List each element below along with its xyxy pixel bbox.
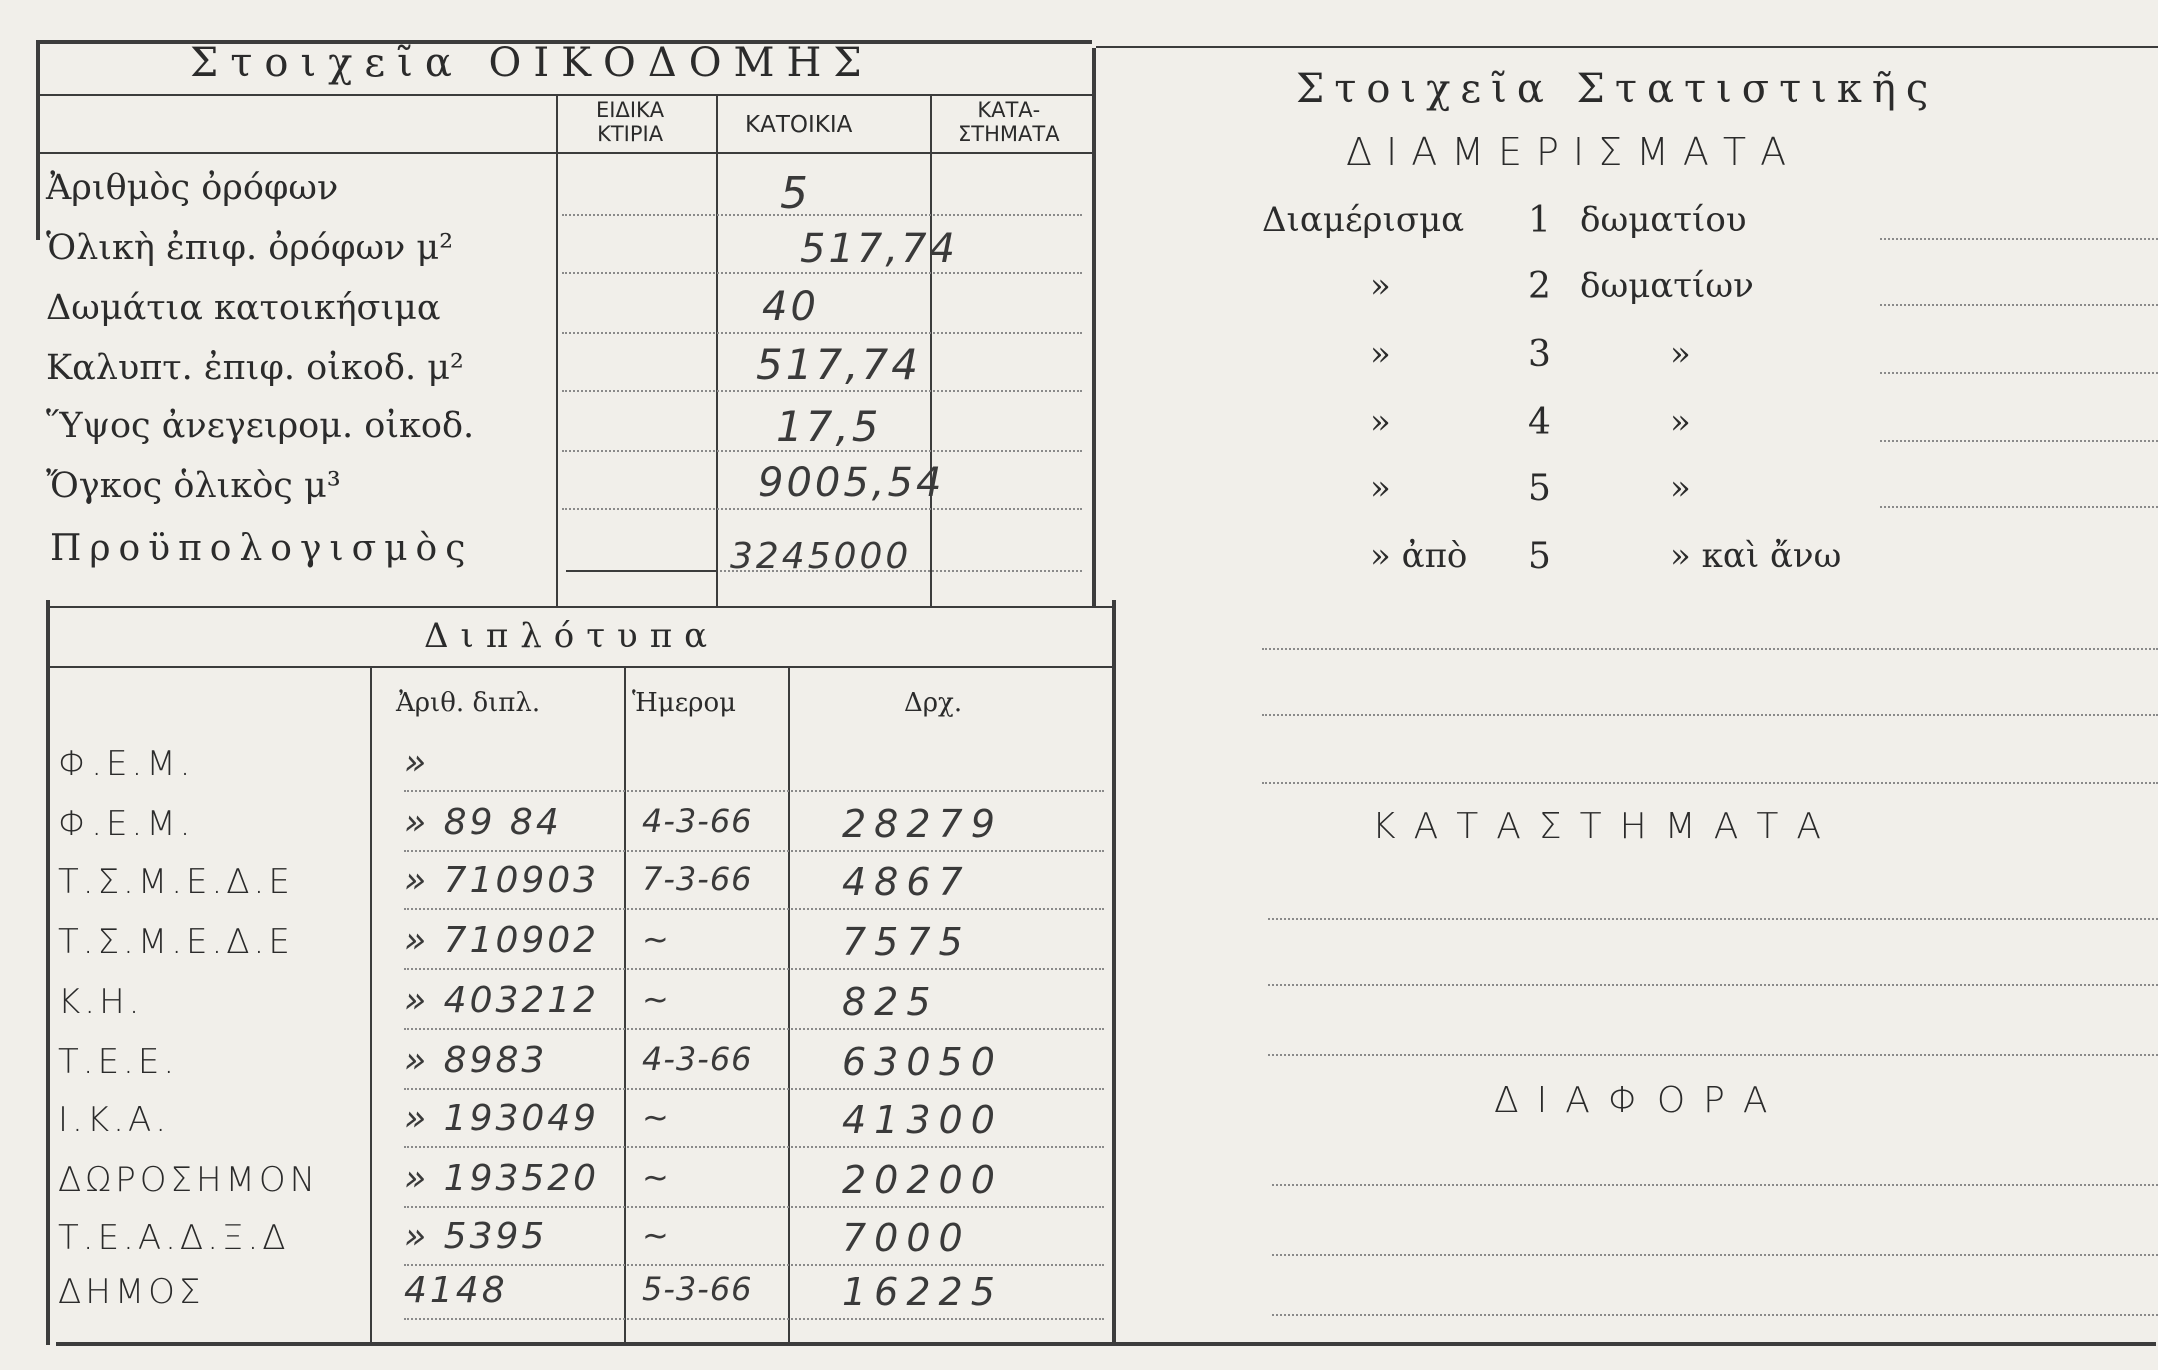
- dup-row-label: ΔΩΡΟΣΗΜΟΝ: [58, 1160, 320, 1200]
- dup-row-amount: 7575: [842, 920, 971, 964]
- dup-row-number: » 403212: [404, 980, 600, 1021]
- shops-title: ΚΑΤΑΣΤΗΜΑΤΑ: [1372, 806, 1839, 847]
- dup-row-date: 4-3-66: [642, 1040, 753, 1078]
- row-label-total-area: Ὁλικὴ ἐπιφ. ὀρόφων μ²: [46, 228, 454, 268]
- dup-row-label: Φ.Ε.Μ.: [58, 744, 195, 784]
- dup-header-number: Ἀριθ. διπλ.: [396, 688, 541, 718]
- apartment-row-prefix: »: [1370, 468, 1391, 508]
- dup-row-amount: 41300: [842, 1098, 1003, 1142]
- dup-row-label: Τ.Σ.Μ.Ε.Δ.Ε: [58, 862, 294, 902]
- right-dotline-2: [1262, 714, 2158, 716]
- dup-row-label: Τ.Σ.Μ.Ε.Δ.Ε: [58, 922, 294, 962]
- right-dotline-4: [1268, 918, 2158, 920]
- dup-row-number: » 89 84: [404, 802, 562, 843]
- row-label-height: Ὕψος ἀνεγειρομ. οἰκοδ.: [46, 406, 475, 446]
- row-value-budget: 3245000: [730, 536, 912, 577]
- dup-row-date: ~: [642, 1098, 670, 1136]
- duplicates-title-underline: [50, 666, 1112, 668]
- apartment-row-prefix: Διαμέρισμα: [1262, 200, 1465, 240]
- right-dotline-7: [1272, 1184, 2158, 1186]
- dup-row-amount: 28279: [842, 802, 1003, 846]
- header-underline: [40, 152, 1092, 154]
- statistics-title: Στοιχεῖα Στατιστικῆς: [1296, 66, 1939, 112]
- frame-divider-lower: [1112, 600, 1116, 1342]
- apartment-row-dotline: [1880, 238, 2158, 240]
- header-shops-line1: ΚΑΤΑ-: [977, 98, 1041, 122]
- row-value-total-area: 517,74: [800, 226, 958, 272]
- misc-title: ΔΙΑΦΟΡΑ: [1494, 1080, 1786, 1121]
- dotline-3: [562, 332, 1082, 334]
- apartment-row-count: 2: [1528, 266, 1551, 307]
- dup-row-number: » 5395: [404, 1216, 548, 1257]
- right-dotline-9: [1272, 1314, 2158, 1316]
- apartment-row-count: 4: [1528, 402, 1551, 443]
- frame-left-lower: [46, 600, 50, 1345]
- title-underline: [40, 94, 1092, 96]
- apartment-row-count: 1: [1528, 200, 1551, 241]
- frame-left-upper: [36, 40, 40, 240]
- header-residences: ΚΑΤΟΙΚΙΑ: [745, 112, 853, 138]
- row-label-covered-area: Καλυπτ. ἐπιφ. οἰκοδ. μ²: [46, 348, 464, 388]
- header-special-buildings-line1: ΕΙΔΙΚΑ: [596, 98, 665, 122]
- row-value-rooms: 40: [762, 284, 819, 330]
- row-value-covered-area: 517,74: [756, 340, 921, 389]
- right-dotline-3: [1262, 782, 2158, 784]
- dup-row-date: 4-3-66: [642, 802, 753, 840]
- dup-row-dotline: [404, 968, 1104, 970]
- duplicates-top-rule: [46, 606, 1112, 608]
- dup-row-date: ~: [642, 1216, 670, 1254]
- apartment-row-suffix: δωματίων: [1580, 266, 1754, 306]
- dup-row-date: 7-3-66: [642, 860, 753, 898]
- apartment-row-suffix: »: [1670, 402, 1691, 442]
- dup-row-amount: 825: [842, 980, 939, 1024]
- dup-row-date: 5-3-66: [642, 1270, 753, 1308]
- dup-row-number: » 193049: [404, 1098, 600, 1139]
- dup-row-date: ~: [642, 1158, 670, 1196]
- frame-bottom: [56, 1342, 2156, 1346]
- dup-row-number: 4148: [404, 1270, 508, 1311]
- dup-row-dotline: [404, 1206, 1104, 1208]
- dup-row-amount: 4867: [842, 860, 971, 904]
- dup-row-date: ~: [642, 980, 670, 1018]
- apartment-row-count: 5: [1528, 536, 1551, 577]
- apartment-row-prefix: »: [1370, 266, 1391, 306]
- frame-divider-upper: [1092, 48, 1096, 608]
- dup-row-number: » 710902: [404, 920, 600, 961]
- dup-row-number: »: [404, 742, 430, 783]
- dup-row-label: Φ.Ε.Μ.: [58, 804, 195, 844]
- dup-row-dotline: [404, 1146, 1104, 1148]
- dotline-7: [720, 570, 1082, 572]
- right-dotline-5: [1268, 984, 2158, 986]
- dup-row-amount: 16225: [842, 1270, 1003, 1314]
- dup-header-date: Ἡμερομ: [632, 688, 736, 718]
- dup-row-dotline: [404, 850, 1104, 852]
- header-shops-line2: ΣΤΗΜΑΤΑ: [958, 122, 1060, 146]
- dotline-2: [562, 272, 1082, 274]
- dotline-1: [562, 214, 1082, 216]
- dup-row-dotline: [404, 1264, 1104, 1266]
- dup-row-label: Τ.Ε.Ε.: [58, 1042, 179, 1082]
- right-dotline-1: [1262, 648, 2158, 650]
- dup-row-dotline: [404, 1028, 1104, 1030]
- apartment-row-prefix: »: [1370, 334, 1391, 374]
- right-dotline-6: [1268, 1054, 2158, 1056]
- dup-row-date: ~: [642, 920, 670, 958]
- apartment-row-prefix: »: [1370, 402, 1391, 442]
- dup-row-label: Ι.Κ.Α.: [58, 1100, 171, 1140]
- apartment-row-suffix: »: [1670, 334, 1691, 374]
- duplicates-title: Διπλότυπα: [424, 616, 720, 656]
- dup-row-number: » 8983: [404, 1040, 548, 1081]
- apartment-row-dotline: [1880, 440, 2158, 442]
- apartment-row-dotline: [1880, 372, 2158, 374]
- dotline-5: [562, 450, 1082, 452]
- apartments-title: ΔΙΑΜΕΡΙΣΜΑΤΑ: [1346, 130, 1801, 174]
- dup-row-amount: 7000: [842, 1216, 971, 1260]
- dotline-6: [562, 508, 1082, 510]
- row-label-volume: Ὄγκος ὁλικὸς μ³: [46, 466, 341, 506]
- header-special-buildings: [596, 98, 664, 146]
- dup-row-amount: 20200: [842, 1158, 1003, 1202]
- row-label-floors: Ἀριθμὸς ὀρόφων: [46, 168, 339, 208]
- apartment-row-suffix: »: [1670, 468, 1691, 508]
- apartment-row-count: 3: [1528, 334, 1551, 375]
- dup-row-label: Κ.Η.: [58, 982, 144, 1022]
- header-special-buildings-line2: ΚΤΙΡΙΑ: [597, 122, 664, 146]
- dup-row-label: ΔΗΜΟΣ: [58, 1272, 205, 1312]
- dup-row-dotline: [404, 1318, 1104, 1320]
- dup-col-divider-2: [624, 668, 626, 1342]
- dup-row-dotline: [404, 790, 1104, 792]
- col-divider-2: [716, 96, 718, 606]
- apartment-row-prefix: » ἀπὸ: [1370, 536, 1468, 576]
- apartment-row-suffix: » καὶ ἄνω: [1670, 536, 1842, 576]
- dup-row-label: Τ.Ε.Α.Δ.Ξ.Δ: [58, 1218, 290, 1258]
- dup-row-dotline: [404, 1088, 1104, 1090]
- right-dotline-8: [1272, 1254, 2158, 1256]
- dup-row-number: » 193520: [404, 1158, 600, 1199]
- apartment-row-count: 5: [1528, 468, 1551, 509]
- row-value-height: 17,5: [776, 402, 882, 451]
- apartment-row-suffix: δωματίου: [1580, 200, 1747, 240]
- building-data-title: Στοιχεῖα ΟΙΚΟΔΟΜΗΣ: [190, 40, 874, 86]
- dup-col-divider-3: [788, 668, 790, 1342]
- row-value-floors: 5: [780, 168, 811, 219]
- dup-row-number: » 710903: [404, 860, 600, 901]
- row-label-budget: Προϋπολογισμὸς: [50, 528, 474, 569]
- row-label-rooms: Δωμάτια κατοικήσιμα: [46, 288, 441, 328]
- dup-header-amount: Δρχ.: [904, 688, 963, 718]
- apartment-row-dotline: [1880, 506, 2158, 508]
- frame-top-right: [1096, 46, 2158, 48]
- dup-col-divider-1: [370, 668, 372, 1342]
- dup-row-amount: 63050: [842, 1040, 1003, 1084]
- budget-underline: [566, 570, 716, 572]
- col-divider-1: [556, 96, 558, 606]
- header-shops: [958, 98, 1060, 146]
- dup-row-dotline: [404, 908, 1104, 910]
- col-divider-3: [930, 96, 932, 606]
- apartment-row-dotline: [1880, 304, 2158, 306]
- dotline-4: [562, 390, 1082, 392]
- row-value-volume: 9005,54: [758, 460, 945, 506]
